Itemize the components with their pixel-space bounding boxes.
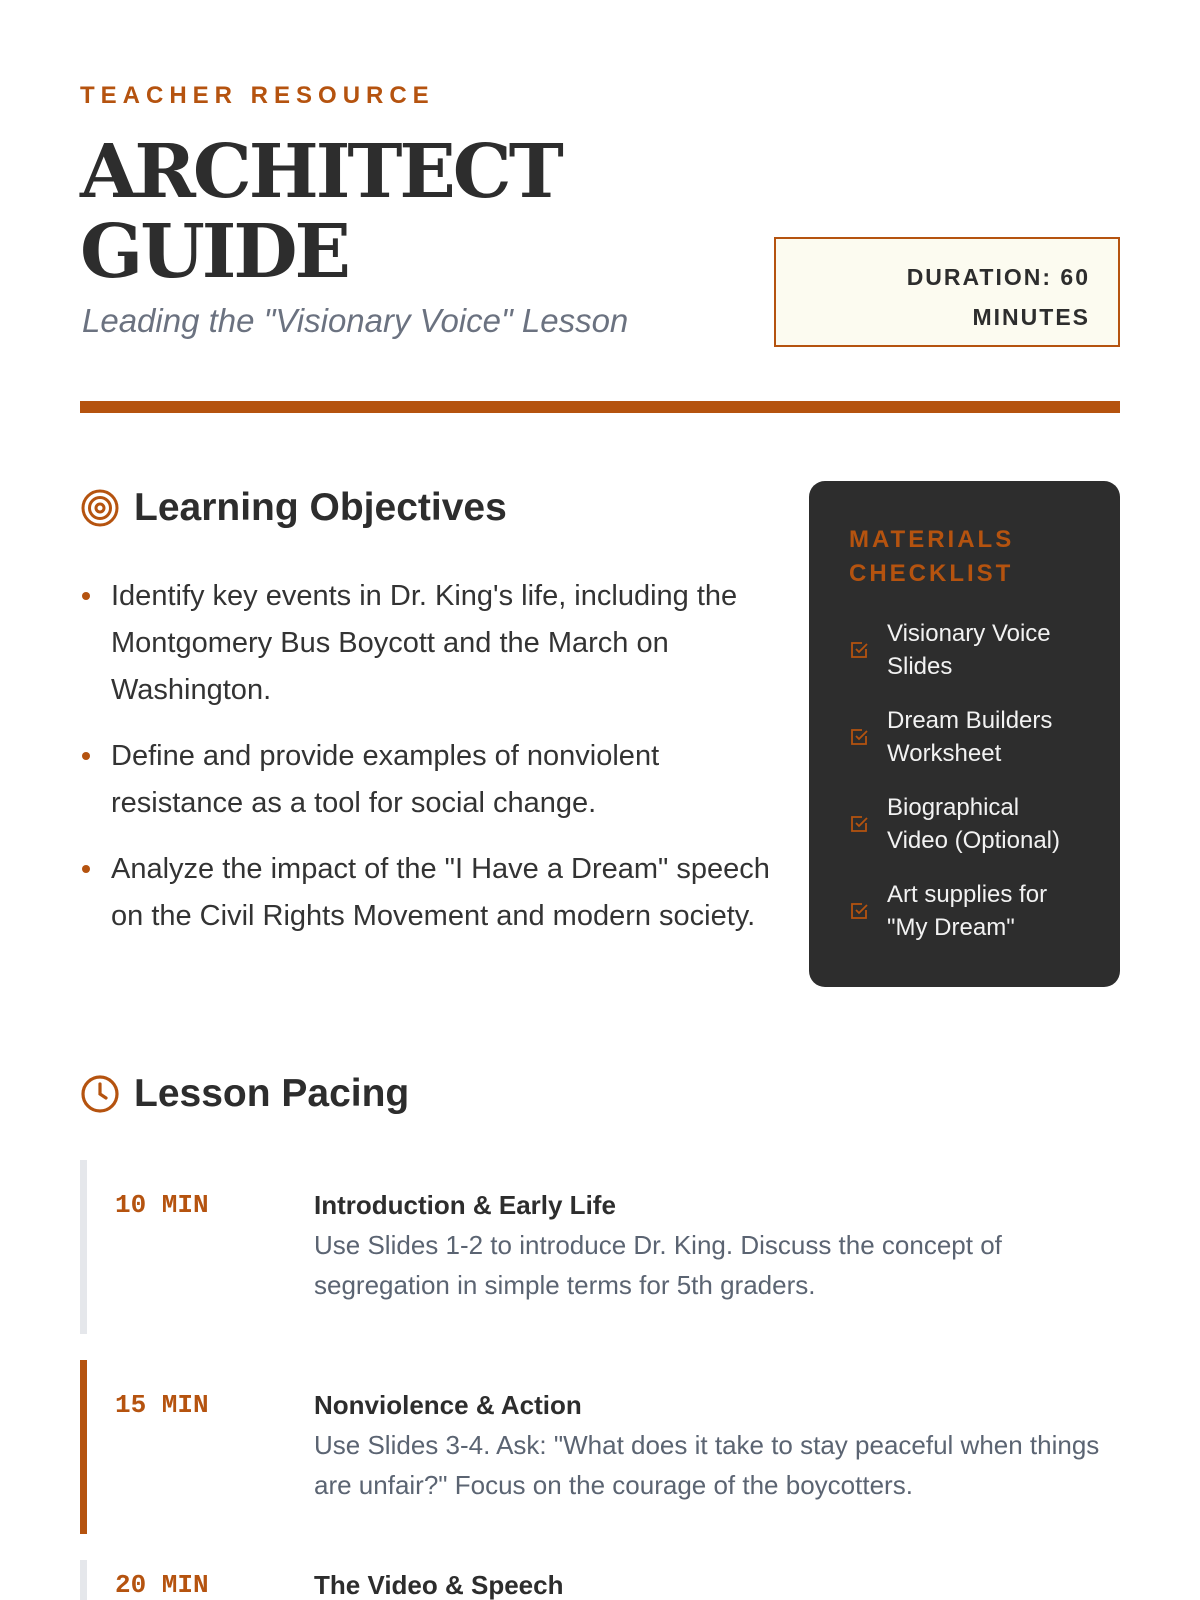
header-divider <box>80 401 1120 413</box>
pacing-title: The Video & Speech <box>314 1570 564 1600</box>
pacing-title: Nonviolence & Action <box>314 1390 582 1420</box>
materials-item-label: Dream Builders Worksheet <box>887 707 1053 767</box>
objective-item: Analyze the impact of the "I Have a Dream" speech on the Civil Rights Movement and modern society. <box>80 846 780 940</box>
pacing-heading <box>80 1072 409 1116</box>
materials-item <box>849 878 1080 944</box>
duration-line-2: MINUTES <box>972 304 1090 330</box>
materials-item-label: Visionary Voice Slides <box>887 620 1051 680</box>
pacing-time: 15 MIN <box>115 1390 209 1420</box>
materials-item <box>849 791 1080 857</box>
pacing-heading-text: Lesson Pacing <box>134 1072 410 1115</box>
pacing-description: Use Slides 1-2 to introduce Dr. King. Discuss the concept of segregation in simple terms for 5th graders. <box>314 1230 1002 1300</box>
checkbox-icon <box>849 727 869 747</box>
checkbox-icon <box>849 640 869 660</box>
duration-line-1: DURATION: 60 <box>906 264 1090 290</box>
target-icon <box>80 488 120 528</box>
page-title <box>80 129 561 295</box>
materials-item-label: Biographical Video (Optional) <box>887 794 1060 854</box>
title-line-2: GUIDE <box>80 209 348 295</box>
checkbox-icon <box>849 901 869 921</box>
objective-item: Define and provide examples of nonviolent resistance as a tool for social change. <box>80 733 780 827</box>
eyebrow-label: TEACHER RESOURCE <box>80 82 435 109</box>
pacing-title: Introduction & Early Life <box>314 1190 616 1220</box>
title-line-1: ARCHITECT <box>80 129 561 215</box>
objectives-heading-text: Learning Objectives <box>134 486 507 529</box>
clock-icon <box>80 1074 120 1114</box>
pacing-time: 10 MIN <box>115 1190 209 1220</box>
materials-item <box>849 704 1080 770</box>
materials-item-label: Art supplies for "My Dream" <box>887 881 1048 941</box>
pacing-item-active <box>80 1360 1120 1534</box>
objective-item: Identify key events in Dr. King's life, including the Montgomery Bus Boycott and the March on Washington. <box>80 573 780 714</box>
materials-item <box>849 617 1080 683</box>
pacing-description: Use Slides 3-4. Ask: "What does it take to stay peaceful when things are unfair?" Focus on the courage of the boycotters. <box>314 1430 1100 1500</box>
page-subtitle: Leading the "Visionary Voice" Lesson <box>82 302 629 339</box>
duration-badge <box>774 237 1120 347</box>
pacing-time: 20 MIN <box>115 1570 209 1600</box>
materials-heading: MATERIALS CHECKLIST <box>849 526 1015 587</box>
materials-checklist <box>809 481 1120 987</box>
objectives-list <box>80 573 780 959</box>
pacing-item <box>80 1160 1120 1334</box>
pacing-item <box>80 1560 1120 1600</box>
checkbox-icon <box>849 814 869 834</box>
objectives-heading <box>80 486 507 530</box>
